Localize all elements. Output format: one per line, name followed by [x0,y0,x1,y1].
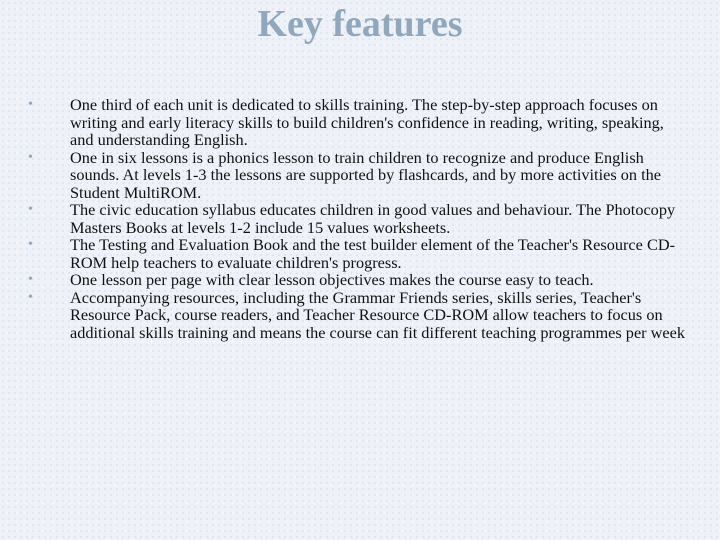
bullet-list [28,96,688,341]
bullet-text: One in six lessons is a phonics lesson to train children to recognize and produce English sounds. At levels 1-3 the lessons are supported by flashcards, and by more activities on the Student MultiROM. [70,147,661,202]
bullet-text: The Testing and Evaluation Book and the test builder element of the Teacher's Resource CD-ROM help teachers to evaluate children's progress. [70,235,675,272]
bullet-dot-icon: • [28,237,33,252]
bullet-dot-icon: • [28,272,33,287]
bullet-dot-icon: • [28,202,33,217]
bullet-item-phonics [28,149,688,202]
bullet-dot-icon: • [28,149,33,165]
bullet-item-accompanying-resources [28,289,688,342]
bullet-text: The civic education syllabus educates children in good values and behaviour. The Photocopy Masters Books at levels 1-2 include 15 values worksheets. [70,200,676,237]
bullet-item-lesson-per-page [28,271,688,289]
bullet-text: Accompanying resources, including the Grammar Friends series, skills series, Teacher's Resource Pack, course readers, and Teacher Resource CD-ROM allow teachers to focus on additional skills training and means the course can fit different teaching programmes per week [70,287,686,342]
bullet-dot-icon: • [28,97,33,112]
bullet-dot-icon: • [28,289,33,305]
bullet-item-civic-education [28,201,688,236]
bullet-text: One third of each unit is dedicated to skills training. The step-by-step approach focuses on writing and early literacy skills to build children's confidence in reading, writing, speaking, and understanding English. [70,95,664,149]
bullet-item-skills-training [28,96,688,149]
bullet-item-testing-evaluation [28,236,688,271]
bullet-text: One lesson per page with clear lesson objectives makes the course easy to teach. [70,270,594,289]
slide-title: Key features [257,3,463,45]
